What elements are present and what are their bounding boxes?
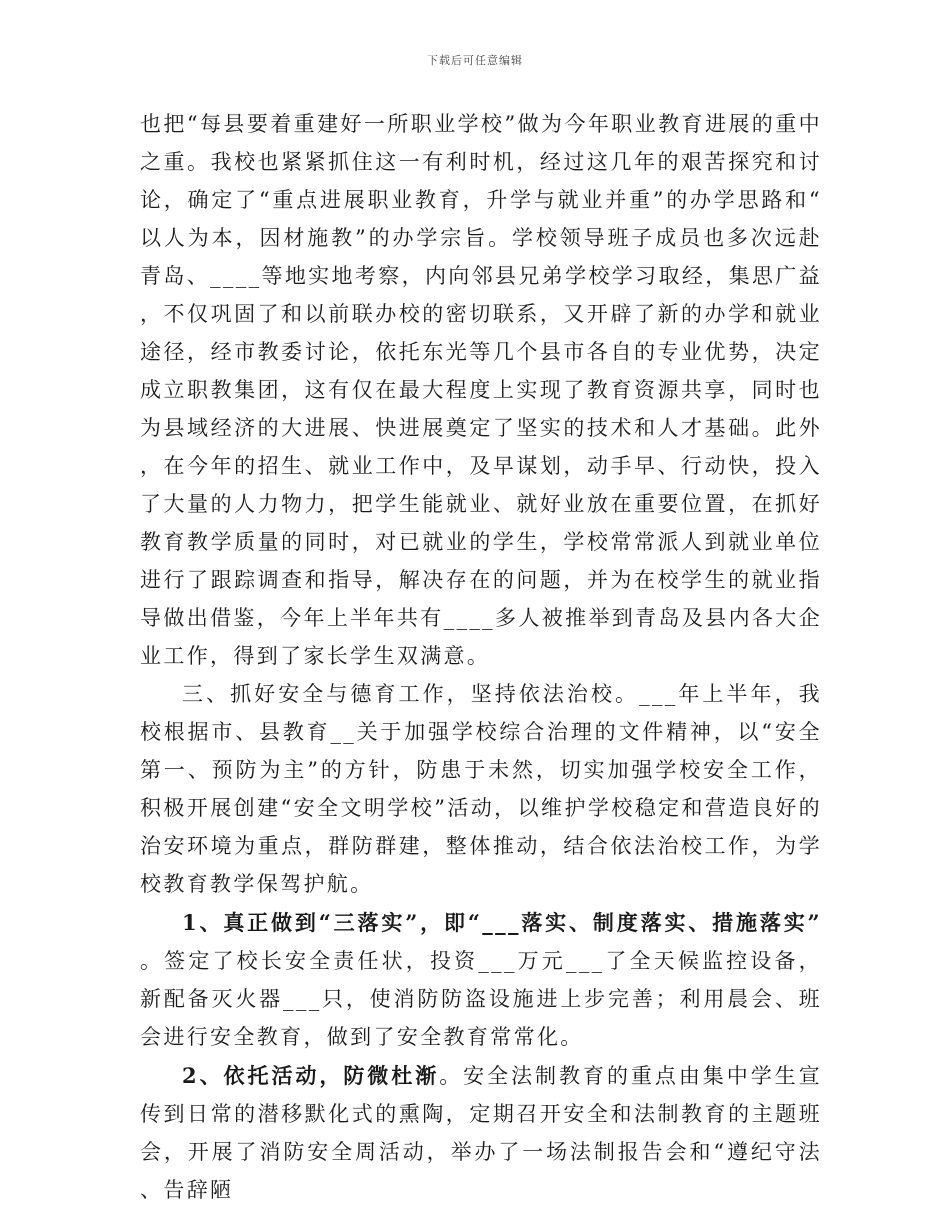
document-body	[140, 105, 822, 1209]
paragraph-activities-prevention	[140, 1057, 822, 1209]
paragraph-three-implementations	[140, 904, 822, 1056]
paragraph-safety-moral-education: 三、抓好安全与德育工作，坚持依法治校。___年上半年，我校根据市、县教育__关于加强学校综合治理的文件精神，以“安全第一、预防为主”的方针，防患于未然，切实加强学校安全工作，积极开展创建“安全文明学校”活动，以维护学校稳定和营造良好的治安环境为重点，群防群建，整体推动，结合依法治校工作，为学校教育教学保驾护航。	[140, 682, 822, 896]
page-header: 下载后可任意编辑	[427, 54, 523, 67]
paragraph-vocational-education: 也把“每县要着重建好一所职业学校”做为今年职业教育进展的重中之重。我校也紧紧抓住这一有利时机，经过这几年的艰苦探究和讨论，确定了“重点进展职业教育，升学与就业并重”的办学思路和“以人为本，因材施教”的办学宗旨。学校领导班子成员也多次远赴青岛、____等地实地考察，内向邻县兄弟学校学习取经，集思广益，不仅巩固了和以前联办校的密切联系，又开辟了新的办学和就业途径，经市教委讨论，依托东光等几个县市各自的专业优势，决定成立职教集团，这有仅在最大程度上实现了教育资源共享，同时也为县域经济的大进展、快进展奠定了坚实的技术和人才基础。此外，在今年的招生、就业工作中，及早谋划，动手早、行动快，投入了大量的人力物力，把学生能就业、就好业放在重要位置，在抓好教育教学质量的同时，对已就业的学生，学校常常派人到就业单位进行了跟踪调查和指导，解决存在的问题，并为在校学生的就业指导做出借鉴，今年上半年共有____多人被推举到青岛及县内各大企业工作，得到了家长学生双满意。	[140, 112, 822, 668]
heading-three-implementations: 1、真正做到“三落实”，即“___落实、制度落实、措施落实”	[182, 910, 822, 935]
body-activities-prevention: 。安全法制教育的重点由集中学生宣传到日常的潜移默化式的熏陶，定期召开安全和法制教育的主题班会，开展了消防安全周活动，举办了一场法制报告会和“遵纪守法、告辞陋	[140, 1064, 822, 1202]
body-three-implementations: 。签定了校长安全责任状，投资___万元___了全天候监控设备，新配备灭火器___只，使消防防盗设施进上步完善；利用晨会、班会进行安全教育，做到了安全教育常常化。	[140, 949, 822, 1049]
heading-activities-prevention: 2、依托活动，防微杜渐	[182, 1063, 440, 1088]
